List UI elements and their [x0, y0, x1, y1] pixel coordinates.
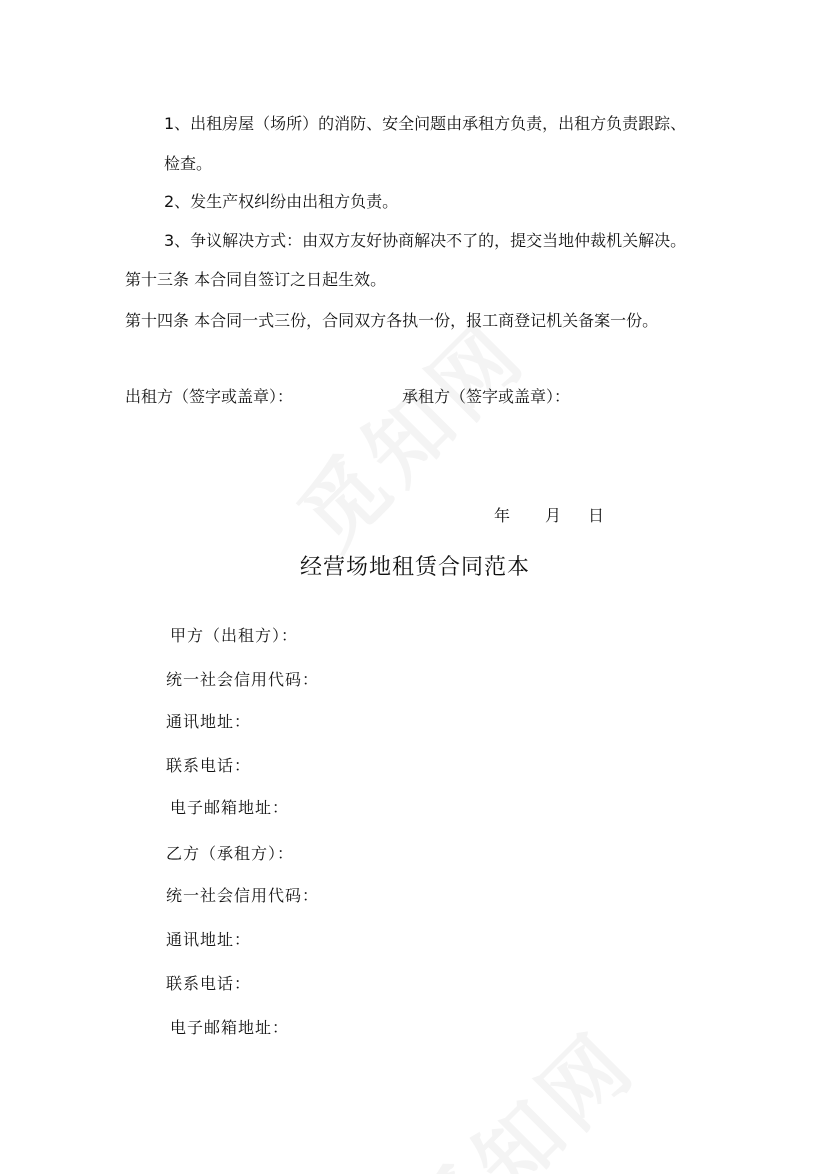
- party-a-address: 通讯地址：: [166, 712, 252, 731]
- date-day-label: 日: [588, 506, 605, 525]
- party-b-address: 通讯地址：: [166, 930, 252, 949]
- document-title: 经营场地租赁合同范本: [299, 555, 530, 580]
- party-b-label: 乙方（承租方）：: [166, 844, 295, 863]
- party-a-email: 电子邮箱地址：: [170, 798, 290, 817]
- clause-item-1-line-1: 1、出租房屋（场所）的消防、安全问题由承租方负责，出租方负责跟踪、: [164, 114, 687, 133]
- article-14: 第十四条 本合同一式三份，合同双方各执一份，报工商登记机关备案一份。: [125, 311, 659, 330]
- party-b-credit-code: 统一社会信用代码：: [166, 886, 320, 905]
- clause-item-1-line-2: 检查。: [164, 154, 213, 173]
- watermark-upper: [268, 290, 549, 571]
- party-a-phone: 联系电话：: [166, 756, 252, 775]
- party-b-email: 电子邮箱地址：: [170, 1018, 290, 1037]
- party-b-phone: 联系电话：: [166, 974, 252, 993]
- article-13: 第十三条 本合同自签订之日起生效。: [125, 270, 387, 289]
- watermark-lower: [378, 1000, 659, 1174]
- date-year-label: 年: [494, 506, 511, 525]
- party-a-label: 甲方（出租方）：: [170, 626, 299, 645]
- clause-item-2: 2、发生产权纠纷由出租方负责。: [164, 192, 399, 211]
- party-a-credit-code: 统一社会信用代码：: [166, 670, 320, 689]
- lessor-signature-label: 出租方（签字或盖章）：: [125, 387, 294, 406]
- clause-item-3: 3、争议解决方式：由双方友好协商解决不了的，提交当地仲裁机关解决。: [164, 231, 687, 250]
- lessee-signature-label: 承租方（签字或盖章）：: [402, 387, 571, 406]
- date-month-label: 月: [545, 506, 562, 525]
